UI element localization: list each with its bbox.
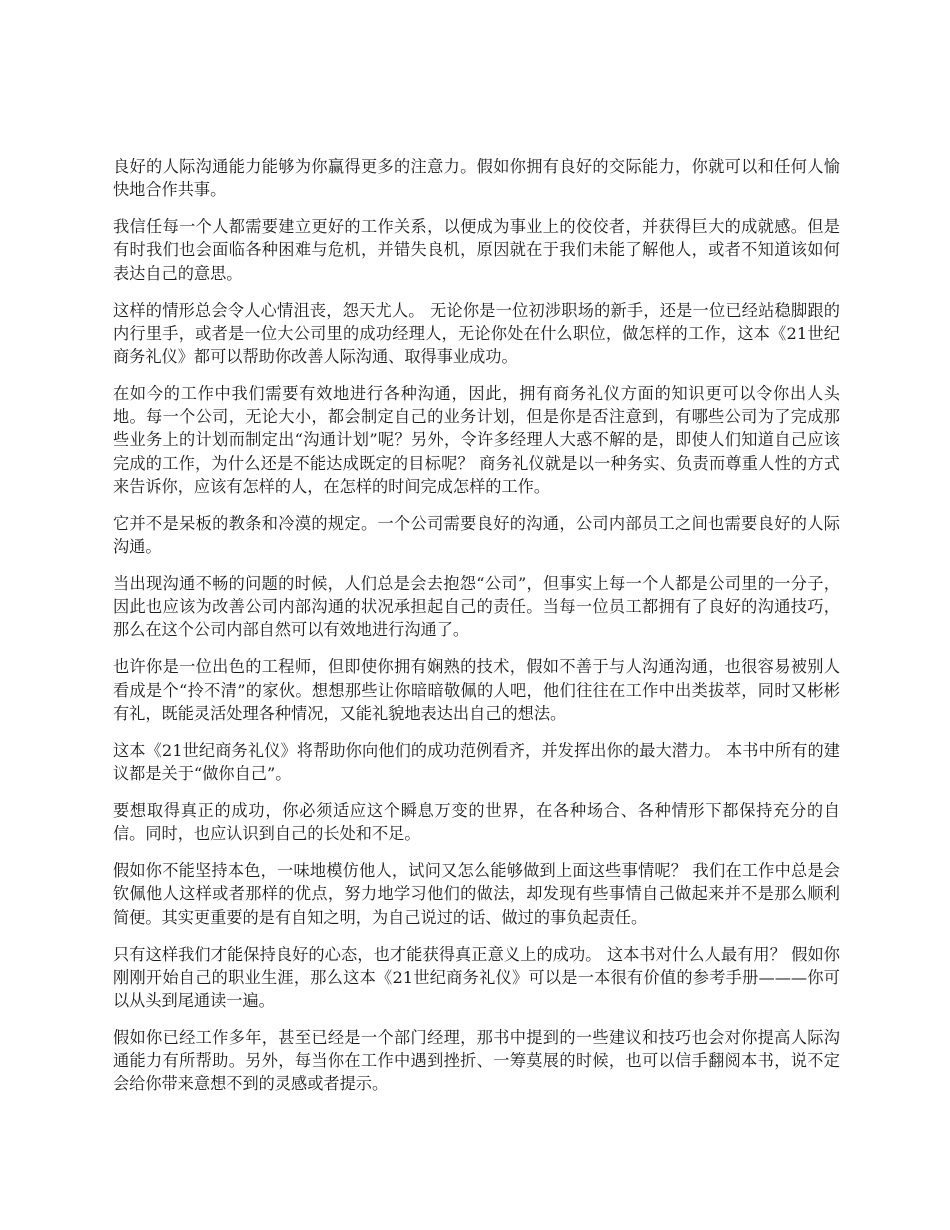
paragraph-3: 这样的情形总会令人心情沮丧，怨天尤人。 无论你是一位初涉职场的新手，还是一位已经站稳脚跟的内行里手，或者是一位大公司里的成功经理人，无论你处在什么职位，做怎样的工作，这本《21世纪商务礼仪》都可以帮助你改善人际沟通、取得事业成功。 [113, 300, 840, 367]
document-body [113, 155, 840, 1109]
paragraph-4: 在如今的工作中我们需要有效地进行各种沟通，因此，拥有商务礼仪方面的知识更可以令你出人头地。每一个公司，无论大小，都会制定自己的业务计划，但是你是否注意到，有哪些公司为了完成那些业务上的计划而制定出“沟通计划”呢？另外，令许多经理人大惑不解的是，即使人们知道自己应该完成的工作，为什么还是不能达成既定的目标呢？ 商务礼仪就是以一种务实、负责而尊重人性的方式来告诉你，应该有怎样的人，在怎样的时间完成怎样的工作。 [113, 384, 840, 496]
paragraph-12: 假如你已经工作多年，甚至已经是一个部门经理，那书中提到的一些建议和技巧也会对你提高人际沟通能力有所帮助。另外，每当你在工作中遇到挫折、一筹莫展的时候，也可以信手翻阅本书，说不定会给你带来意想不到的灵感或者提示。 [113, 1028, 840, 1094]
paragraph-8: 这本《21世纪商务礼仪》将帮助你向他们的成功范例看齐，并发挥出你的最大潜力。 本书中所有的建议都是关于“做你自己”。 [113, 740, 840, 784]
paragraph-2: 我信任每一个人都需要建立更好的工作关系，以便成为事业上的佼佼者，并获得巨大的成就感。但是有时我们也会面临各种困难与危机，并错失良机，原因就在于我们未能了解他人，或者不知道该如何表达自己的意思。 [113, 217, 840, 283]
paragraph-5: 它并不是呆板的教条和冷漠的规定。一个公司需要良好的沟通，公司内部员工之间也需要良好的人际沟通。 [113, 513, 840, 557]
paragraph-6: 当出现沟通不畅的问题的时候，人们总是会去抱怨“公司”，但事实上每一个人都是公司里的一分子，因此也应该为改善公司内部沟通的状况承担起自己的责任。当每一位员工都拥有了良好的沟通技巧，那么在这个公司内部自然可以有效地进行沟通了。 [113, 574, 840, 640]
paragraph-11: 只有这样我们才能保持良好的心态，也才能获得真正意义上的成功。 这本书对什么人最有用？ 假如你刚刚开始自己的职业生涯，那么这本《21世纪商务礼仪》可以是一本很有价值的参考手册———你可以从头到尾通读一遍。 [113, 944, 840, 1011]
paragraph-9: 要想取得真正的成功，你必须适应这个瞬息万变的世界，在各种场合、各种情形下都保持充分的自信。同时，也应认识到自己的长处和不足。 [113, 801, 840, 844]
paragraph-1: 良好的人际沟通能力能够为你赢得更多的注意力。假如你拥有良好的交际能力，你就可以和任何人愉快地合作共事。 [113, 157, 840, 200]
paragraph-10: 假如你不能坚持本色，一味地模仿他人，试问又怎么能够做到上面这些事情呢？ 我们在工作中总是会钦佩他人这样或者那样的优点，努力地学习他们的做法，却发现有些事情自己做起来并不是那么顺利简便。其实更重要的是有自知之明，为自己说过的话、做过的事负起责任。 [113, 861, 840, 927]
paragraph-7: 也许你是一位出色的工程师，但即使你拥有娴熟的技术，假如不善于与人沟通沟通，也很容易被别人看成是个“拎不清”的家伙。想想那些让你暗暗敬佩的人吧，他们往往在工作中出类拔萃，同时又彬彬有礼，既能灵活处理各种情况，又能礼貌地表达出自己的想法。 [113, 657, 840, 723]
